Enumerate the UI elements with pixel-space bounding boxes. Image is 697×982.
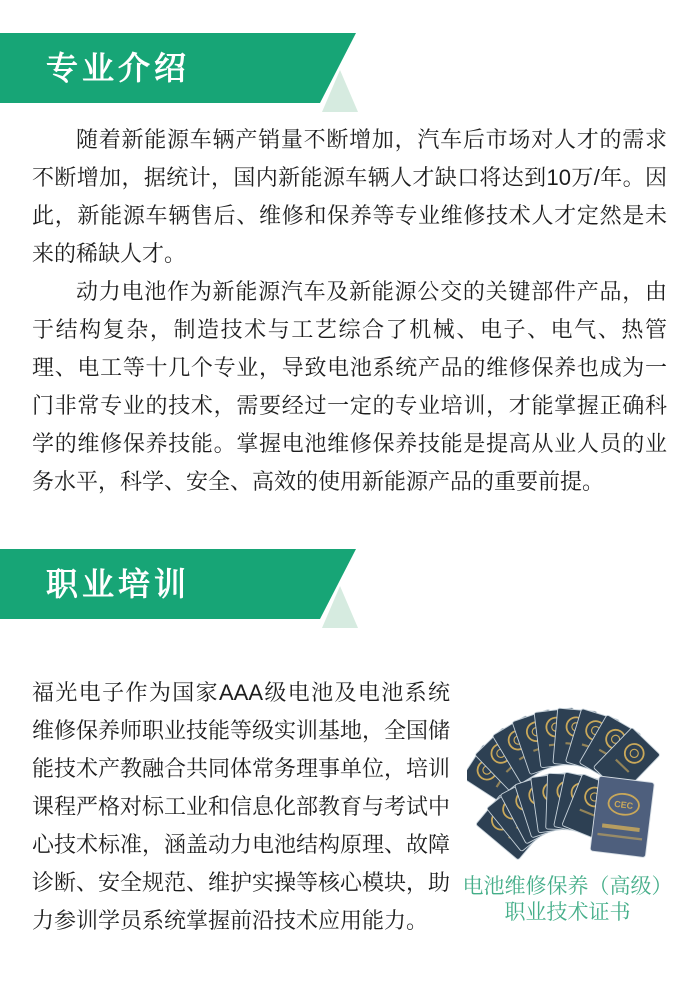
- certificate-caption-line2: 职业技术证书: [504, 900, 631, 924]
- training-paragraph: 福光电子作为国家AAA级电池及电池系统维修保养师职业技能等级实训基地，全国储能技术产教融合共同体常务理事单位，培训课程严格对标工业和信息化部教育与考试中心技术标准，涵盖动力电池结构原理、故障诊断、安全规范、维护实操等核心模块，助力参训学员系统掌握前沿技术应用能力。: [32, 680, 451, 933]
- certificate-figure: [450, 686, 685, 940]
- certificate-caption-line1: 电池维修保养（高级）: [462, 874, 673, 898]
- intro-paragraph-2: 动力电池作为新能源汽车及新能源公交的关键部件产品，由于结构复杂，制造技术与工艺综合了机械、电子、电气、热管理、电工等十几个专业，导致电池系统产品的维修保养也成为一门非常专业的技术，需要经过一定的专业培训，才能掌握正确科学的维修保养技能。掌握电池维修保养技能是提高从业人员的业务水平，科学、安全、高效的使用新能源产品的重要前提。: [32, 279, 667, 494]
- training-section: [0, 619, 697, 940]
- section-title-training: 职业培训: [46, 566, 191, 602]
- major-intro-body: [32, 121, 667, 501]
- certificates-photo: [467, 686, 669, 866]
- certificate-caption: [463, 874, 673, 926]
- certificate-front: [589, 776, 653, 858]
- section-banner-training: [0, 549, 365, 619]
- certificate-front-label: CEC: [613, 798, 634, 812]
- section-banner-major-intro: [0, 33, 365, 103]
- section-title-major-intro: 专业介绍: [46, 50, 191, 86]
- intro-paragraph-1: 随着新能源车辆产销量不断增加，汽车后市场对人才的需求不断增加，据统计，国内新能源车辆人才缺口将达到10万/年。因此，新能源车辆售后、维修和保养等专业维修技术人才定然是未来的稀缺人才。: [32, 127, 667, 266]
